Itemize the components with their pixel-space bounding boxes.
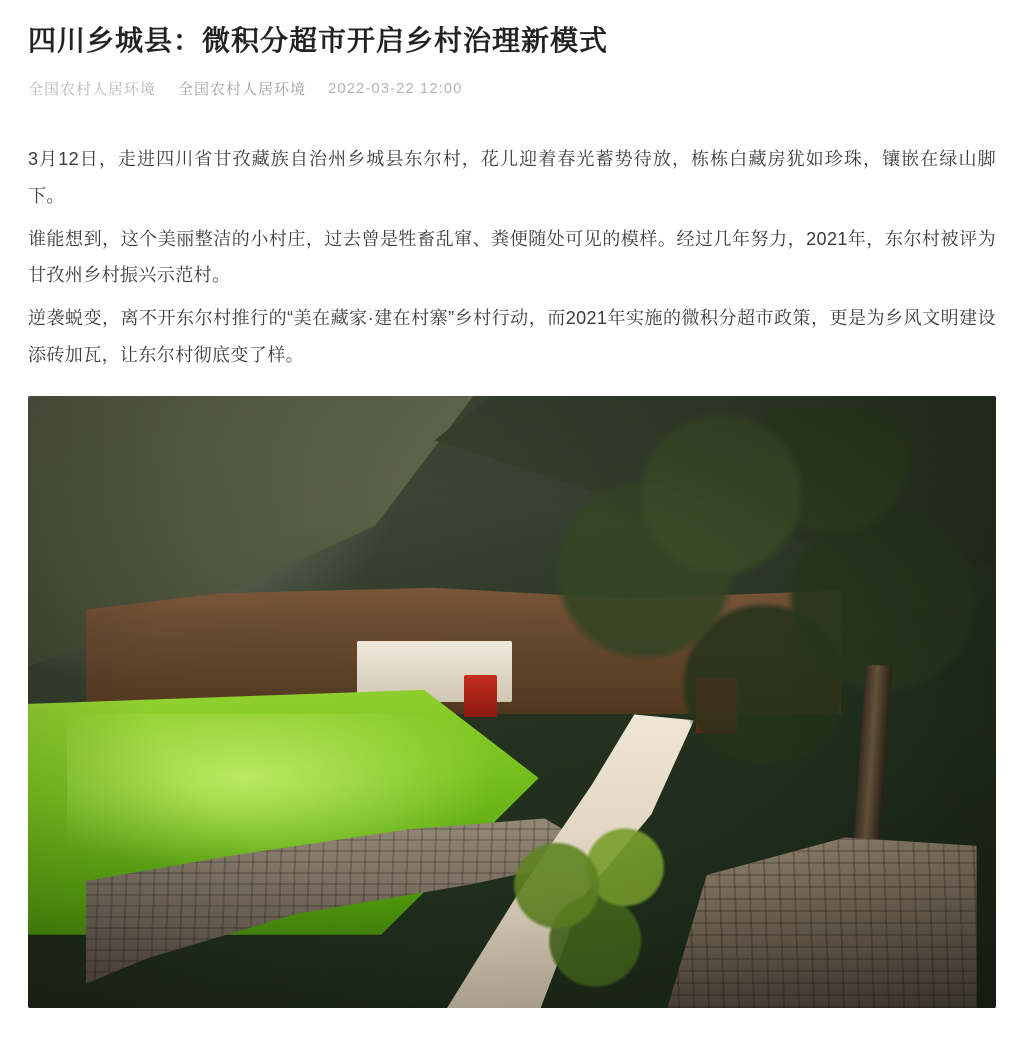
page-title: 四川乡城县：微积分超市开启乡村治理新模式 [28,25,609,56]
article-paragraph: 3月12日，走进四川省甘孜藏族自治州乡城县东尔村，花儿迎着春光蓄势待放，栋栋白藏房犹如珍珠，镶嵌在绿山脚下。 [28,148,996,206]
article-container [0,22,1024,1008]
meta-account-secondary[interactable]: 全国农村人居环境 [178,80,307,98]
village-photo [28,396,996,1008]
article-body [28,141,996,374]
article-meta [28,78,996,99]
meta-account-primary[interactable]: 全国农村人居环境 [28,80,157,98]
article-paragraph: 逆袭蜕变，离不开东尔村推行的“美在藏家·建在村寨”乡村行动，而2021年实施的微积分超市政策，更是为乡风文明建设添砖加瓦，让东尔村彻底变了样。 [28,308,996,366]
roadside-bush [493,812,706,996]
meta-timestamp: 2022-03-22 12:00 [328,79,463,97]
article-image [28,396,996,1008]
red-door [464,675,497,718]
article-paragraph: 谁能想到，这个美丽整洁的小村庄，过去曾是牲畜乱窜、粪便随处可见的模样。经过几年努力，2021年，东尔村被评为甘孜州乡村振兴示范村。 [28,228,996,286]
